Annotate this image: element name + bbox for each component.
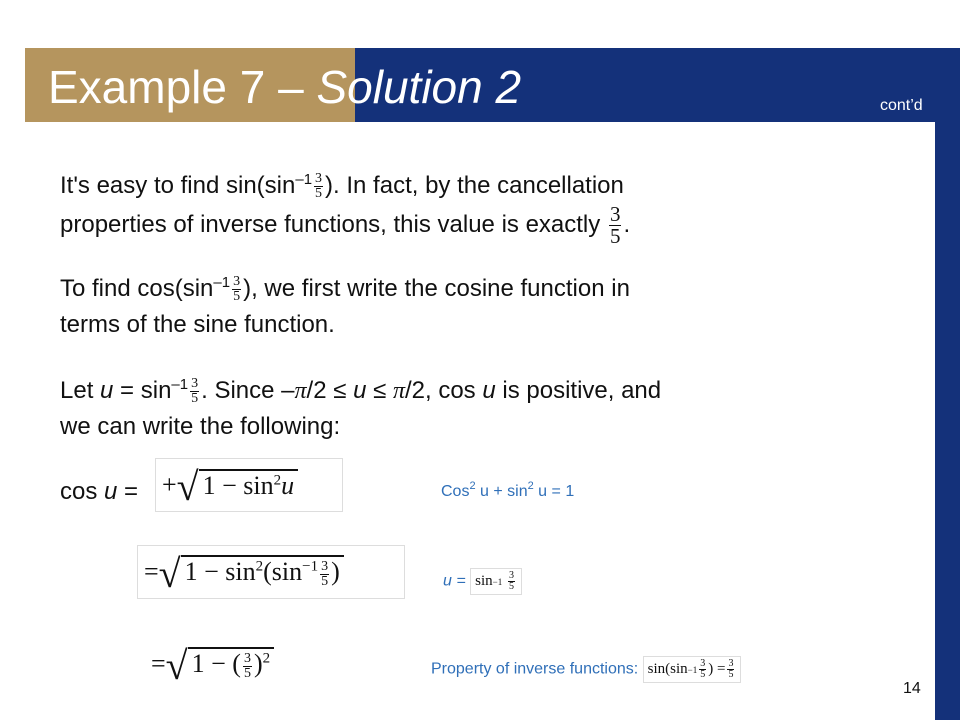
- fraction-three-fifths: $\frac{3}{5}$: [728, 658, 734, 680]
- note-inverse-image: sin(sin −1 $\frac{3}{5}$ ) = $\frac{3}{5}$: [643, 656, 742, 683]
- page-number: 14: [903, 680, 921, 697]
- fraction-three-fifths: $\frac{3}{5}$: [508, 570, 514, 592]
- paragraph-2-line-1: To find $\cos(\sin^{-1}$ $\frac{3}{5}$ ), we first write the cosine function in: [60, 274, 630, 305]
- note-u-image: sin −1 $\frac{3}{5}$: [470, 568, 522, 595]
- fraction-three-fifths: $\frac{3}{5}$: [700, 658, 706, 680]
- equation-1-image: + √ $1 - \sin^2u$: [155, 458, 343, 512]
- fraction-three-fifths: $\frac{3}{5}$: [243, 650, 251, 681]
- paragraph-3: [60, 367, 661, 445]
- equation-2-image: = √ $1 - \sin^2(\sin^{-1}$ $\frac{3}{5}$ ): [137, 545, 405, 599]
- paragraph-2: [60, 265, 630, 343]
- cos-u-label: cos u =: [60, 478, 139, 505]
- fraction-three-fifths: $\frac{3}{5}$: [321, 558, 329, 589]
- paragraph-1-line-1: It's easy to find $\sin(\sin^{-1}$ $\frac{3}{5}$ ). In fact, by the cancellation: [60, 171, 624, 202]
- title-solution: Solution 2: [316, 61, 522, 113]
- right-edge-bar: [935, 48, 960, 720]
- title-example: Example 7 –: [48, 61, 317, 113]
- contd-label: cont’d: [880, 97, 923, 114]
- paragraph-1-line-2: properties of inverse functions, this value is exactly $\frac{3}{5}$ .: [60, 202, 631, 248]
- equation-3-image: = √ 1 − ( $\frac{3}{5}$ )$^2$: [145, 638, 310, 690]
- fraction-three-fifths: $\frac{3}{5}$: [609, 202, 621, 248]
- paragraph-3-line-2: we can write the following:: [60, 413, 341, 440]
- slide-title: [48, 56, 521, 118]
- note-u-definition: u = sin −1 $\frac{3}{5}$: [443, 568, 522, 595]
- paragraph-2-line-2: terms of the sine function.: [60, 311, 335, 338]
- paragraph-1: [60, 162, 630, 247]
- fraction-three-fifths: $\frac{3}{5}$: [233, 274, 241, 305]
- fraction-three-fifths: $\frac{3}{5}$: [315, 171, 323, 202]
- fraction-three-fifths: $\frac{3}{5}$: [191, 376, 199, 407]
- paragraph-3-line-1: Let $u = \sin^{-1}$ $\frac{3}{5}$ . Since –π/2 ≤ u ≤ π/2, cos u is positive, and: [60, 376, 662, 407]
- note-pythagorean-identity: Cos$^2$ $u + \sin^2 u = 1$: [441, 480, 575, 500]
- note-inverse-property: Property of inverse functions: sin(sin −1 $\frac{3}{5}$ ) = $\frac{3}{5}$: [431, 656, 741, 683]
